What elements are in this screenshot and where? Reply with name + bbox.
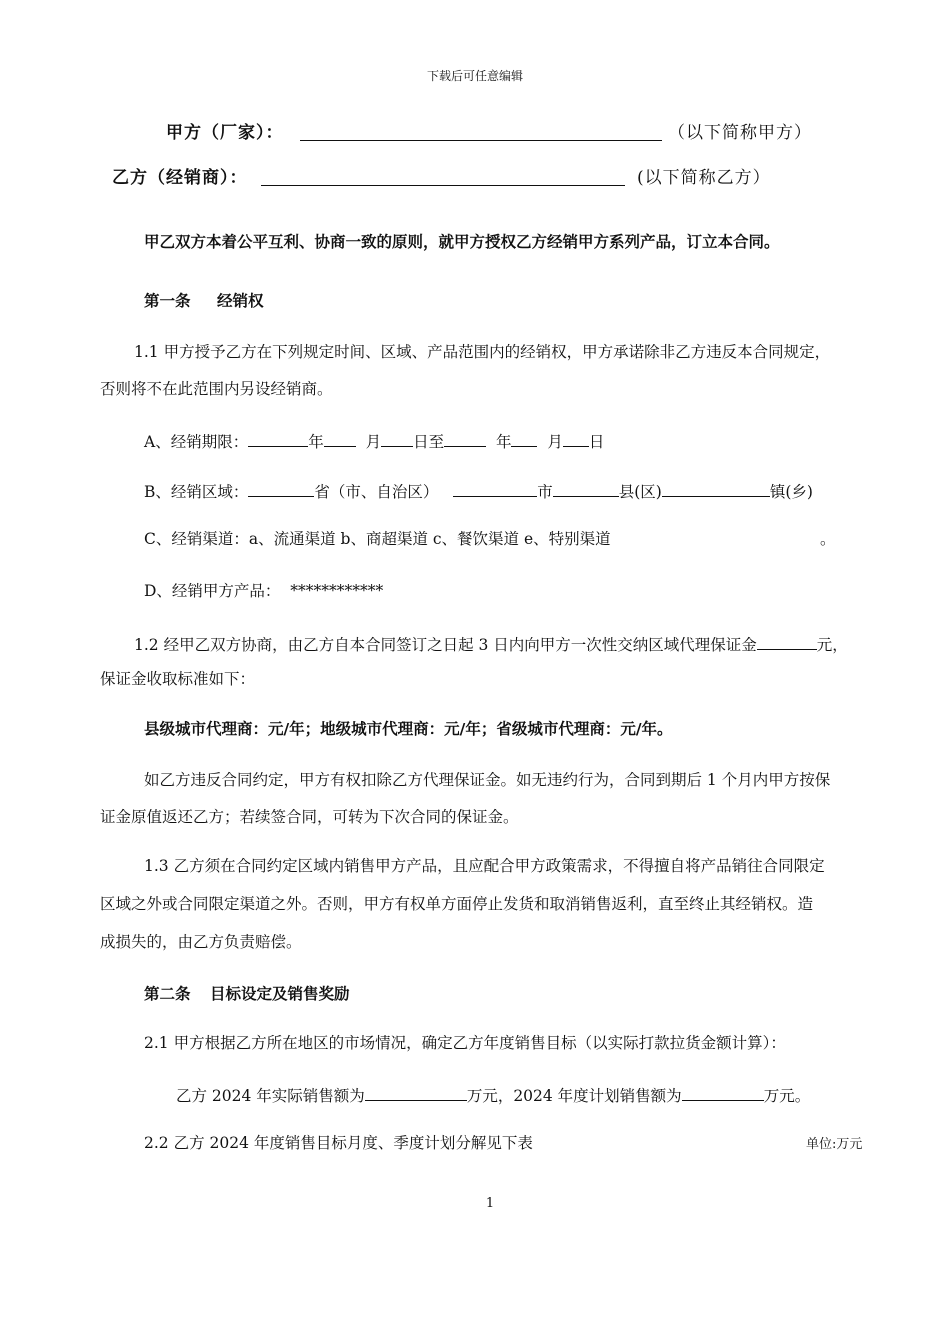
party-a-suffix: （以下简称甲方）: [668, 123, 812, 143]
party-b-blank: [261, 168, 625, 191]
preamble: 甲乙双方本着公平互利、协商一致的原则，就甲方授权乙方经销甲方系列产品，订立本合同。: [144, 233, 780, 251]
clause-2-2: 2.2 乙方 2024 年度销售目标月度、季度计划分解见下表: [144, 1134, 533, 1152]
party-b-suffix: (以下简称乙方）: [637, 168, 771, 188]
clause-1-3-line3: 成损失的，由乙方负责赔偿。: [100, 933, 302, 951]
unit-label: 单位:万元: [806, 1137, 863, 1152]
deposit-standard: 县级城市代理商：元/年；地级城市代理商：元/年；省级城市代理商：元/年。: [144, 720, 673, 738]
page-number: 1: [485, 1196, 495, 1211]
clause-1-1-line1: 1.1 甲方授予乙方在下列规定时间、区域、产品范围内的经销权，甲方承诺除非乙方违反本合同规定，: [134, 343, 831, 361]
clause-1-2-line2: 保证金收取标准如下：: [100, 670, 256, 688]
clause-1-3-line1: 1.3 乙方须在合同约定区域内销售甲方产品，且应配合甲方政策需求，不得擅自将产品销往合同限定: [144, 857, 825, 875]
sales-period-row: A、经销期限： 年 月 日至 年 月 日: [144, 429, 604, 452]
breach-line2: 证金原值返还乙方；若续签合同，可转为下次合同的保证金。: [100, 808, 519, 826]
sales-channel-end: 。: [820, 530, 836, 548]
article1-name: 经销权: [217, 292, 264, 310]
clause-1-2-line1: 1.2 经甲乙双方协商，由乙方自本合同签订之日起 3 日内向甲方一次性交纳区域代理保证金 元，: [134, 632, 848, 655]
clause-1-3-line2: 区域之外或合同限定渠道之外。否则，甲方有权单方面停止发货和取消销售返利，直至终止其经销权。造: [100, 895, 814, 913]
clause-1-1-line2: 否则将不在此范围内另设经销商。: [100, 380, 333, 398]
breach-line1: 如乙方违反合同约定，甲方有权扣除乙方代理保证金。如无违约行为，合同到期后 1 个月内甲方按保: [144, 771, 831, 789]
article2-title: 第二条: [144, 985, 191, 1003]
sales-channel-row: C、经销渠道：a、流通渠道 b、商超渠道 c、餐饮渠道 e、特别渠道: [144, 530, 611, 548]
page-header: 下载后可任意编辑: [426, 69, 523, 83]
products-row: D、经销甲方产品： ************: [144, 582, 384, 600]
party-a-blank: [300, 123, 662, 146]
article1-title: 第一条: [144, 292, 191, 310]
sales-target-row: 乙方 2024 年实际销售额为 万元，2024 年度计划销售额为 万元。: [176, 1083, 810, 1106]
party-a-label: 甲方（厂家）：: [166, 123, 284, 143]
sales-region-row: B、经销区域： 省（市、自治区） 市 县(区) 镇(乡): [144, 479, 813, 502]
clause-2-1: 2.1 甲方根据乙方所在地区的市场情况，确定乙方年度销售目标（以实际打款拉货金额计算）：: [144, 1034, 786, 1052]
party-b-label: 乙方（经销商）：: [112, 168, 248, 188]
article2-name: 目标设定及销售奖励: [210, 985, 350, 1003]
